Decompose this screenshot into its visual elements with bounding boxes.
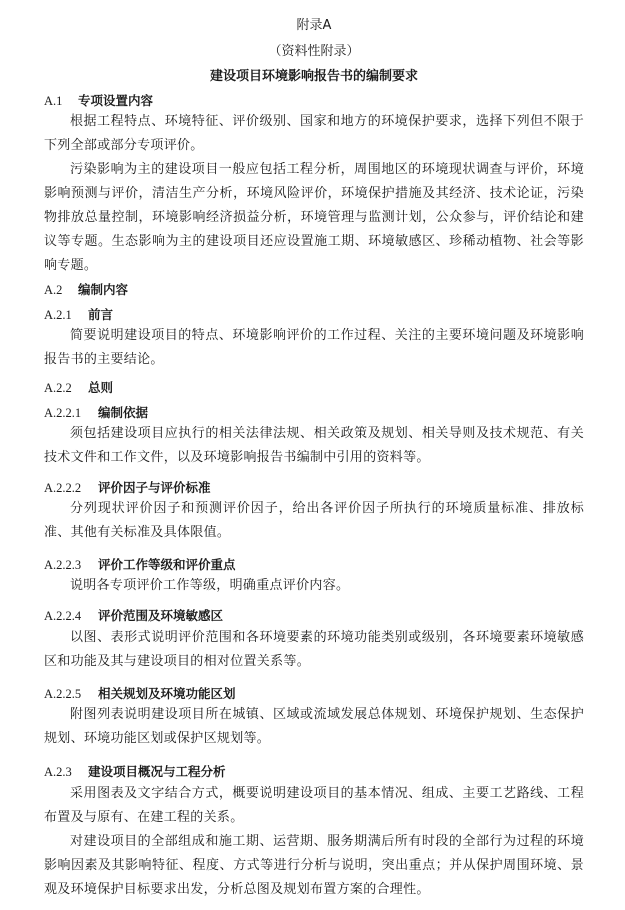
paragraph: 简要说明建设项目的特点、环境影响评价的工作过程、关注的主要环境问题及环境影响报告书的主要结论。	[44, 328, 584, 367]
paragraph: 说明各专项评价工作等级，明确重点评价内容。	[70, 578, 350, 593]
appendix-label: 附录A	[296, 18, 332, 33]
paragraph: 须包括建设项目应执行的相关法律法规、相关政策及规划、相关导则及技术规范、有关技术文件和工作文件，以及环境影响报告书编制中引用的资料等。	[44, 426, 584, 465]
section-heading-a2-2-3: A.2.2.3 评价工作等级和评价重点	[44, 557, 236, 572]
appendix-type: （资料性附录）	[268, 44, 360, 59]
section-heading-a2-2-1: A.2.2.1 编制依据	[44, 405, 149, 420]
section-heading-a2-2-2: A.2.2.2 评价因子与评价标准	[44, 480, 211, 495]
document-title: 建设项目环境影响报告书的编制要求	[209, 69, 418, 84]
section-heading-a1: A.1 专项设置内容	[44, 93, 154, 108]
section-heading-a2-2-5: A.2.2.5 相关规划及环境功能区划	[44, 686, 236, 701]
paragraph: 采用图表及文字结合方式，概要说明建设项目的基本情况、组成、主要工艺路线、工程布置及与原有、在建工程的关系。	[44, 786, 584, 825]
paragraph: 对建设项目的全部组成和施工期、运营期、服务期满后所有时段的全部行为过程的环境影响因素及其影响特征、程度、方式等进行分析与说明，突出重点；并从保护周围环境、景观及环境保护目标要求出发，分析总图及规划布置方案的合理性。	[44, 834, 584, 897]
section-heading-a2-3: A.2.3 建设项目概况与工程分析	[44, 764, 226, 779]
section-heading-a2-2: A.2.2 总则	[44, 380, 114, 395]
paragraph: 附图列表说明建设项目所在城镇、区域或流域发展总体规划、环境保护规划、生态保护规划、环境功能区划或保护区规划等。	[44, 707, 584, 746]
paragraph: 分列现状评价因子和预测评价因子，给出各评价因子所执行的环境质量标准、排放标准、其他有关标准及具体限值。	[44, 501, 584, 540]
paragraph: 以图、表形式说明评价范围和各环境要素的环境功能类别或级别，各环境要素环境敏感区和功能及其与建设项目的相对位置关系等。	[44, 630, 584, 669]
section-heading-a2-2-4: A.2.2.4 评价范围及环境敏感区	[44, 608, 224, 623]
paragraph: 根据工程特点、环境特征、评价级别、国家和地方的环境保护要求，选择下列但不限于下列全部或部分专项评价。	[44, 114, 584, 153]
section-heading-a2-1: A.2.1 前言	[44, 307, 114, 322]
paragraph: 污染影响为主的建设项目一般应包括工程分析，周围地区的环境现状调查与评价，环境影响预测与评价，清洁生产分析，环境风险评价，环境保护措施及其经济、技术论证，污染物排放总量控制，环境影响经济损益分析，环境管理与监测计划，公众参与，评价结论和建议等专题。生态影响为主的建设项目还应设置施工期、环境敏感区、珍稀动植物、社会等影响专题。	[44, 162, 584, 273]
section-heading-a2: A.2 编制内容	[44, 282, 129, 297]
